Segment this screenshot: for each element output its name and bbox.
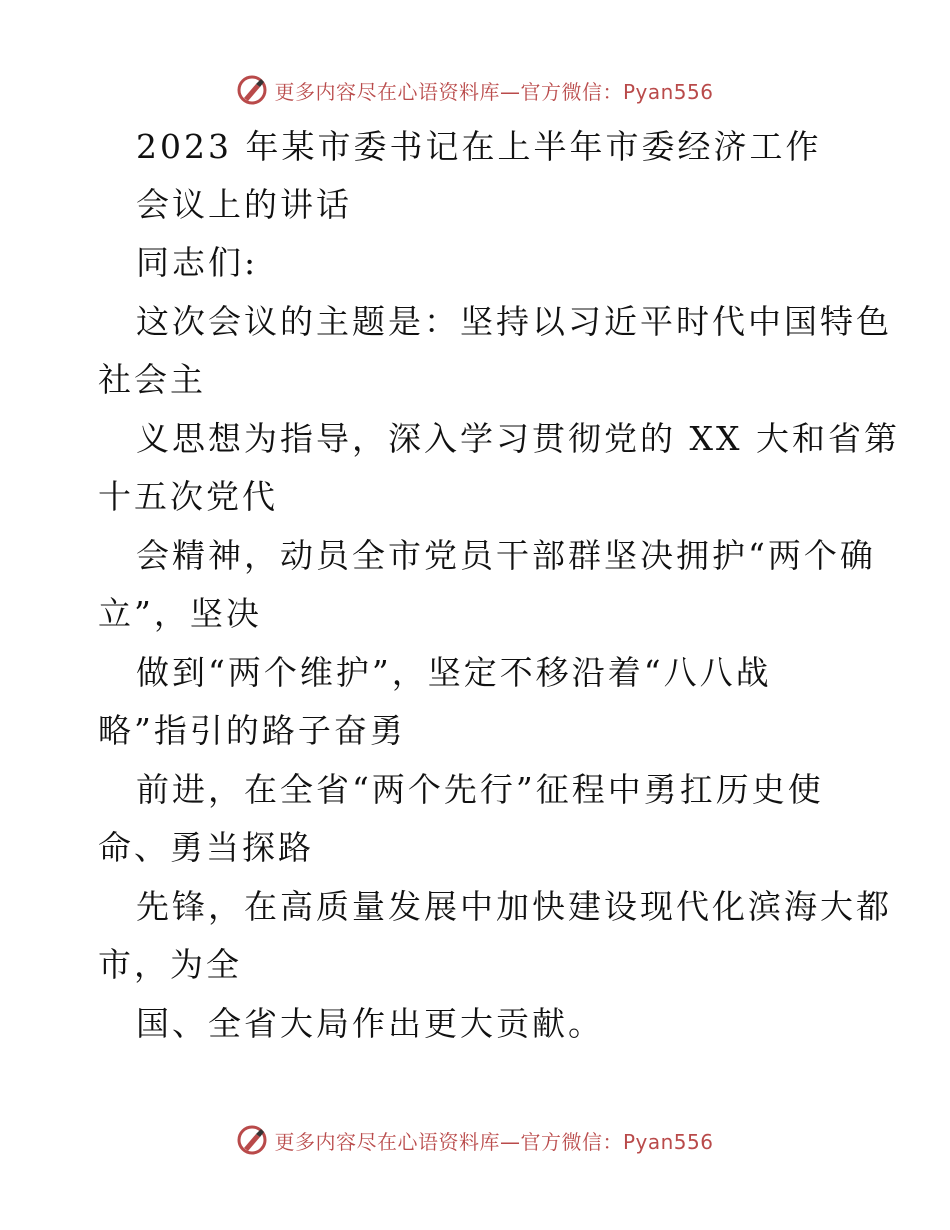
watermark-text: 更多内容尽在心语资料库—官方微信：Pyan556 xyxy=(274,79,714,104)
pen-logo-icon xyxy=(236,74,268,106)
body-line: 市，为全 xyxy=(98,945,242,984)
body-line: 十五次党代 xyxy=(98,477,278,516)
body-line: 先锋，在高质量发展中加快建设现代化滨海大都 xyxy=(136,887,892,926)
watermark-text: 更多内容尽在心语资料库—官方微信：Pyan556 xyxy=(274,1129,714,1154)
body-line: 立”，坚决 xyxy=(98,594,262,633)
body-line: 命、勇当探路 xyxy=(98,828,314,867)
title-line-2: 会议上的讲话 xyxy=(136,185,352,224)
title-line-1: 2023 年某市委书记在上半年市委经济工作 xyxy=(136,127,822,166)
body-line: 社会主 xyxy=(98,360,206,399)
body-line: 会精神，动员全市党员干部群坚决拥护“两个确 xyxy=(136,536,876,575)
pen-logo-icon xyxy=(236,1124,268,1156)
body-line: 前进，在全省“两个先行”征程中勇扛历史使 xyxy=(136,770,824,809)
watermark-header xyxy=(0,70,950,110)
body-line: 做到“两个维护”，坚定不移沿着“八八战 xyxy=(136,653,772,692)
body-line: 国、全省大局作出更大贡献。 xyxy=(136,1004,604,1043)
body-line: 这次会议的主题是：坚持以习近平时代中国特色 xyxy=(136,302,892,341)
greeting: 同志们: xyxy=(136,243,259,282)
watermark-footer xyxy=(0,1120,950,1160)
body-line: 义思想为指导，深入学习贯彻党的 XX 大和省第 xyxy=(136,419,900,458)
body-line: 略”指引的路子奋勇 xyxy=(98,711,406,750)
